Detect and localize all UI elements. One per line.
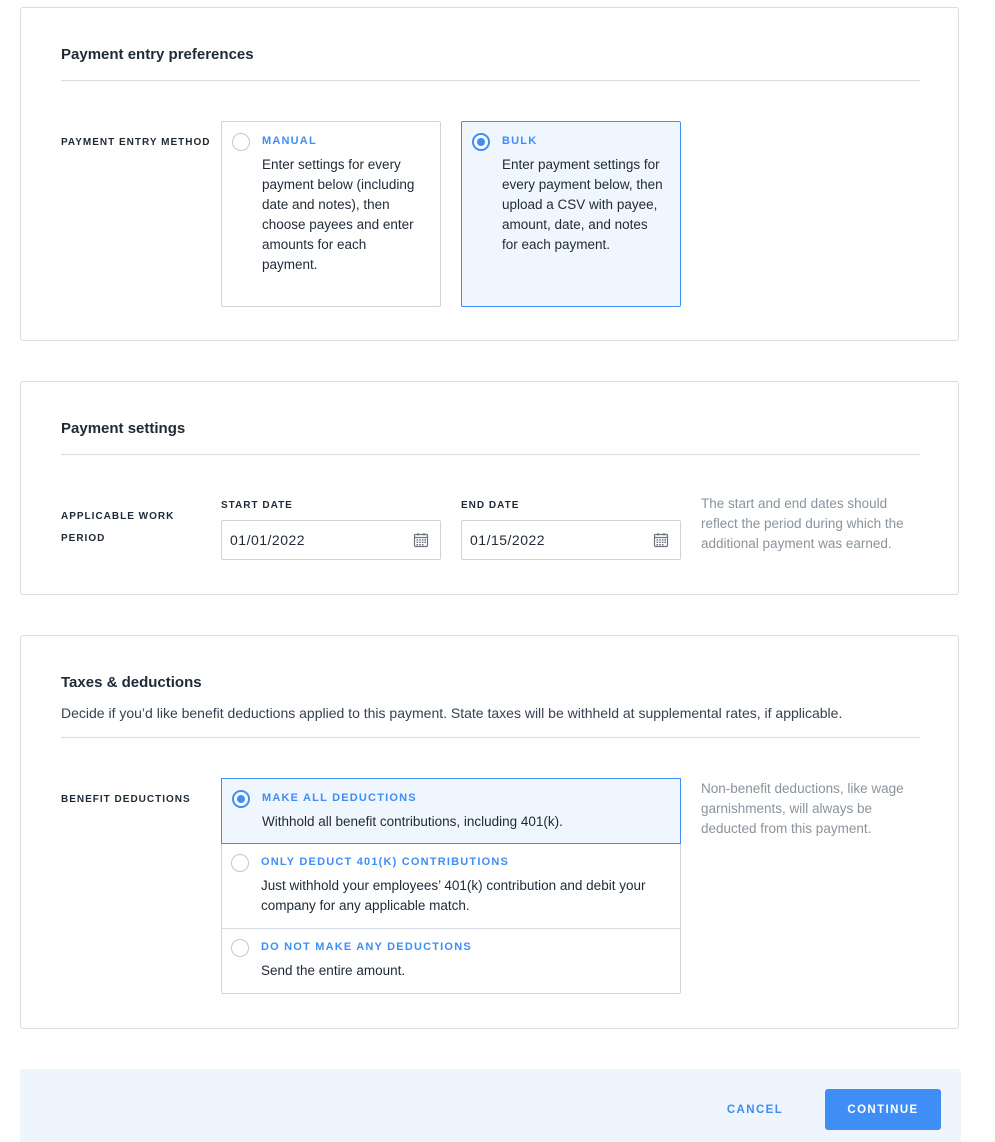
cancel-button[interactable]: CANCEL (710, 1089, 800, 1130)
option-title: MANUAL (262, 135, 317, 147)
option-description: Withhold all benefit contributions, including 401(k). (262, 814, 563, 829)
only-401k-radio[interactable] (231, 854, 249, 872)
work-period-helper-text: The start and end dates should reflect the period during which the additional payment was earned. (701, 496, 904, 551)
option-title: MAKE ALL DEDUCTIONS (262, 792, 417, 804)
manual-radio[interactable] (232, 133, 250, 151)
option-description: Enter payment settings for every payment below, then upload a CSV with payee, amount, date, and notes for each payment. (502, 157, 663, 252)
payment-settings-card (20, 381, 959, 595)
start-date-field[interactable] (221, 520, 441, 560)
no-deductions-radio[interactable] (231, 939, 249, 957)
section-description: Decide if you’d like benefit deductions applied to this payment. State taxes will be withheld at supplemental rates, if applicable. (61, 705, 843, 721)
end-date-field[interactable] (461, 520, 681, 560)
option-title: ONLY DEDUCT 401(K) CONTRIBUTIONS (261, 856, 510, 868)
benefit-deductions-options (221, 778, 681, 994)
option-description: Enter settings for every payment below (including date and notes), then choose payees and enter amounts for each payment. (262, 157, 415, 272)
form-footer (20, 1069, 961, 1142)
end-date-label: END DATE (461, 500, 520, 511)
option-title: BULK (502, 135, 538, 147)
section-title: Payment settings (61, 420, 186, 437)
applicable-work-period-label: APPLICABLE WORK PERIOD (61, 511, 175, 544)
start-date-input[interactable] (222, 521, 410, 559)
bulk-radio[interactable] (472, 133, 490, 151)
option-description: Just withhold your employees’ 401(k) contribution and debit your company for any applicable match. (261, 878, 646, 913)
end-date-input[interactable] (462, 521, 650, 559)
payment-entry-preferences-card (20, 7, 959, 341)
benefit-deductions-label: BENEFIT DEDUCTIONS (61, 794, 191, 805)
deductions-helper-text: Non-benefit deductions, like wage garnishments, will always be deducted from this payment. (701, 781, 904, 836)
payment-entry-method-label: PAYMENT ENTRY METHOD (61, 137, 211, 148)
only-401k-option[interactable] (221, 843, 681, 928)
section-title: Payment entry preferences (61, 46, 254, 63)
calendar-icon[interactable] (653, 532, 669, 548)
continue-button[interactable]: CONTINUE (825, 1089, 941, 1130)
calendar-icon[interactable] (413, 532, 429, 548)
section-title: Taxes & deductions (61, 674, 202, 691)
option-title: DO NOT MAKE ANY DEDUCTIONS (261, 941, 472, 953)
start-date-label: START DATE (221, 500, 293, 511)
manual-option[interactable] (221, 121, 441, 307)
no-deductions-option[interactable] (221, 928, 681, 993)
divider (61, 737, 920, 738)
option-description: Send the entire amount. (261, 963, 406, 978)
divider (61, 80, 920, 81)
make-all-deductions-option[interactable] (221, 778, 681, 844)
bulk-option[interactable] (461, 121, 681, 307)
taxes-deductions-card (20, 635, 959, 1029)
divider (61, 454, 920, 455)
make-all-deductions-radio[interactable] (232, 790, 250, 808)
